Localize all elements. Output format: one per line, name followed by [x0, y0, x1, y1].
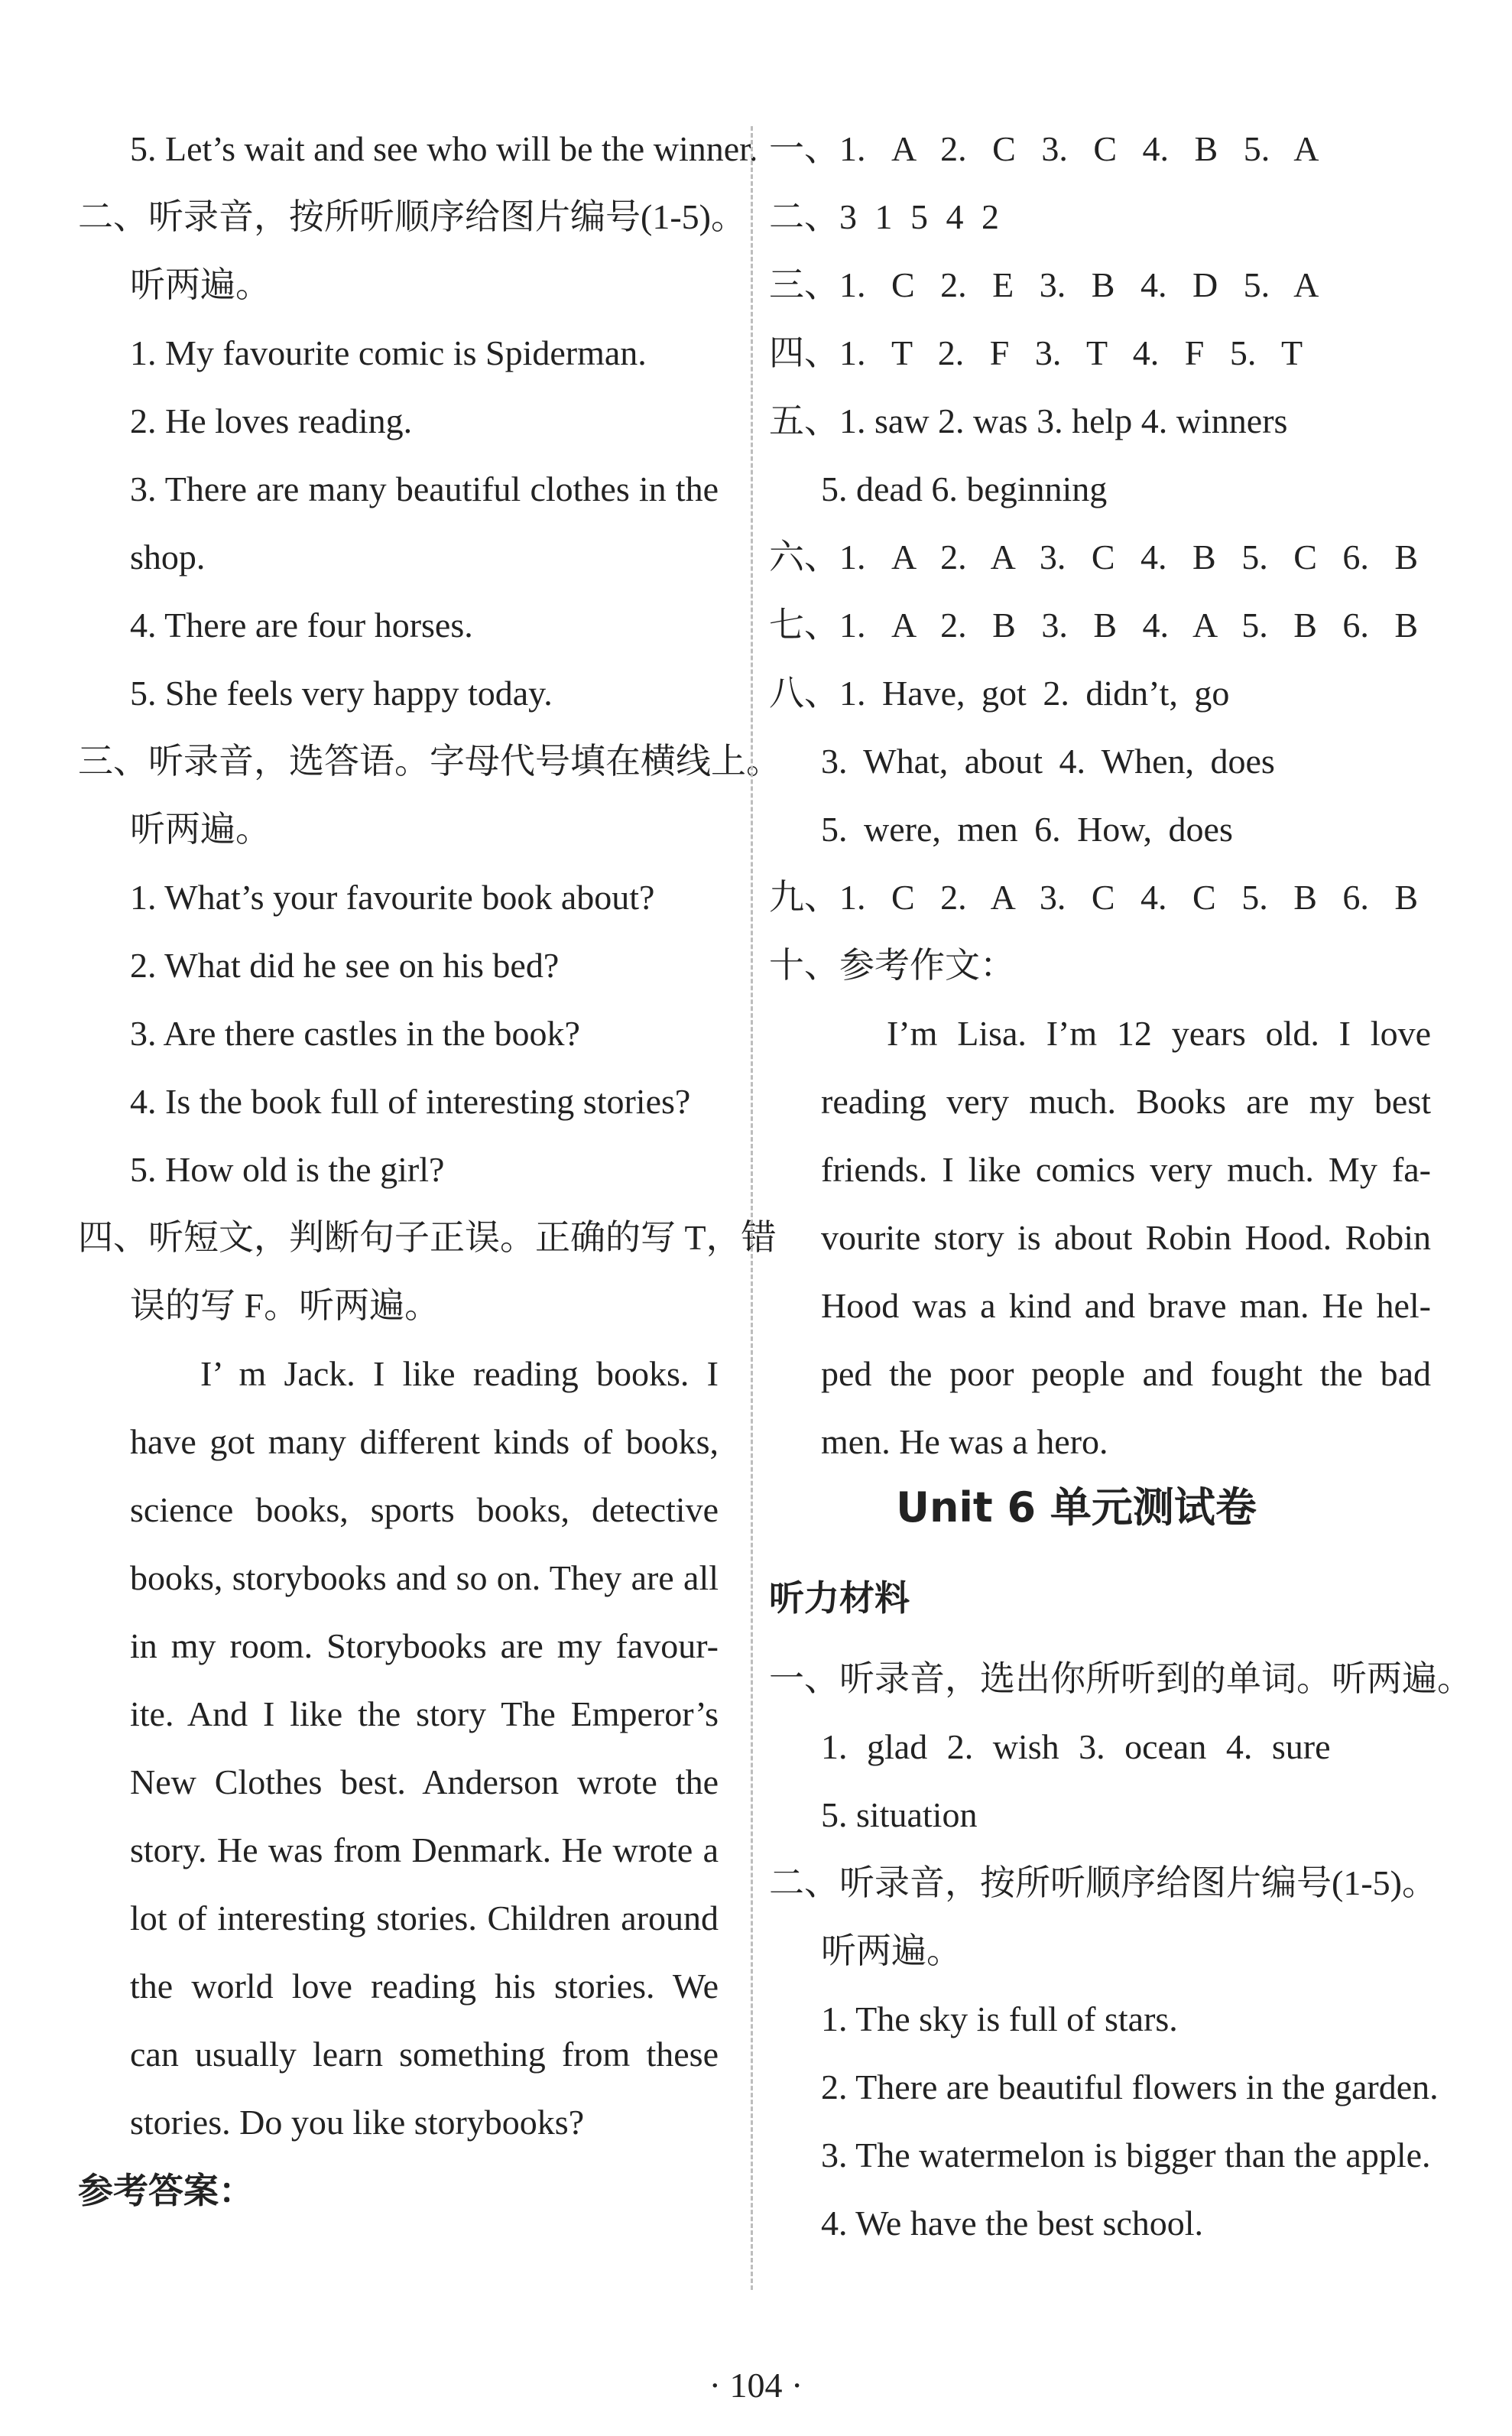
passage-line: New Clothes best. Anderson wrote the: [130, 1762, 719, 1801]
section-note: 听两遍。: [130, 810, 271, 849]
section-note: 误的写 F。听两遍。: [130, 1286, 440, 1325]
list-item: 1. What’s your favourite book about?: [130, 878, 655, 917]
answer-line: 三、1. C 2. E 3. B 4. D 5. A: [769, 265, 1319, 304]
answer-line: 六、1. A 2. A 3. C 4. B 5. C 6. B: [769, 538, 1419, 577]
unit-title: Unit 6 单元测试卷: [896, 1483, 1257, 1531]
essay-line: I’m Lisa. I’m 12 years old. I love: [887, 1014, 1431, 1053]
essay-line: Hood was a kind and brave man. He hel-: [821, 1286, 1431, 1325]
passage-line: science books, sports books, detective: [130, 1490, 719, 1529]
list-item: 1. My favourite comic is Spiderman.: [130, 333, 647, 372]
answer-line: 十、参考作文：: [769, 946, 1015, 985]
section-heading: 三、听录音，选答语。字母代号填在横线上。: [78, 742, 781, 781]
passage-line: in my room. Storybooks are my favour-: [130, 1626, 719, 1665]
section-heading: 二、听录音，按所听顺序给图片编号(1-5)。: [78, 197, 746, 236]
list-item: shop.: [130, 538, 206, 577]
list-item: 3. The watermelon is bigger than the apple.: [821, 2136, 1431, 2175]
list-item: 5. She feels very happy today.: [130, 674, 553, 713]
essay-line: ped the poor people and fought the bad: [821, 1354, 1431, 1393]
list-item: 3. There are many beautiful clothes in the: [130, 469, 719, 508]
essay-line: friends. I like comics very much. My fa-: [821, 1150, 1431, 1189]
passage-line: I’ m Jack. I like reading books. I: [200, 1354, 719, 1393]
essay-line: men. He was a hero.: [821, 1422, 1108, 1461]
answer-line: 九、1. C 2. A 3. C 4. C 5. B 6. B: [769, 878, 1419, 917]
passage-line: lot of interesting stories. Children around: [130, 1898, 719, 1937]
answers-heading: 参考答案：: [78, 2170, 254, 2211]
list-item: 2. He loves reading.: [130, 401, 413, 440]
passage-line: stories. Do you like storybooks?: [130, 2103, 585, 2142]
list-item: 4. Is the book full of interesting stories?: [130, 1082, 691, 1121]
section-note: 听两遍。: [821, 1931, 962, 1970]
passage-line: can usually learn something from these: [130, 2035, 719, 2074]
section-heading: 一、听录音，选出你所听到的单词。听两遍。: [769, 1659, 1472, 1698]
passage-line: have got many different kinds of books,: [130, 1422, 719, 1461]
answer-line: 五、1. saw 2. was 3. help 4. winners: [769, 401, 1288, 440]
list-item: 1. glad 2. wish 3. ocean 4. sure: [821, 1727, 1331, 1766]
answer-line: 5. were, men 6. How, does: [821, 810, 1233, 849]
answer-line: 一、1. A 2. C 3. C 4. B 5. A: [769, 129, 1319, 168]
list-item: 5. How old is the girl?: [130, 1150, 445, 1189]
list-item: 3. Are there castles in the book?: [130, 1014, 580, 1053]
answer-line: 七、1. A 2. B 3. B 4. A 5. B 6. B: [769, 606, 1419, 645]
essay-line: reading very much. Books are my best: [821, 1082, 1431, 1121]
section-heading: 四、听短文，判断句子正误。正确的写 T，错: [78, 1218, 777, 1257]
essay-line: vourite story is about Robin Hood. Robin: [821, 1218, 1431, 1257]
section-heading: 二、听录音，按所听顺序给图片编号(1-5)。: [769, 1863, 1437, 1902]
text-line: 5. Let’s wait and see who will be the winner.: [130, 129, 758, 168]
page-number: · 104 ·: [709, 2366, 803, 2405]
list-item: 4. We have the best school.: [821, 2204, 1204, 2243]
passage-line: books, storybooks and so on. They are all: [130, 1558, 719, 1597]
answer-line: 八、1. Have, got 2. didn’t, go: [769, 674, 1230, 713]
answer-line: 5. dead 6. beginning: [821, 469, 1108, 508]
list-item: 2. There are beautiful flowers in the garden.: [821, 2067, 1439, 2106]
passage-line: story. He was from Denmark. He wrote a: [130, 1830, 719, 1869]
section-note: 听两遍。: [130, 265, 271, 304]
list-item: 5. situation: [821, 1795, 978, 1834]
column-divider: [751, 126, 753, 2290]
passage-line: ite. And I like the story The Emperor’s: [130, 1694, 719, 1733]
list-item: 4. There are four horses.: [130, 606, 473, 645]
listening-heading: 听力材料: [769, 1577, 910, 1619]
list-item: 1. The sky is full of stars.: [821, 1999, 1178, 2038]
answer-line: 二、3 1 5 4 2: [769, 197, 999, 236]
answer-line: 3. What, about 4. When, does: [821, 742, 1275, 781]
list-item: 2. What did he see on his bed?: [130, 946, 560, 985]
answer-line: 四、1. T 2. F 3. T 4. F 5. T: [769, 333, 1303, 372]
passage-line: the world love reading his stories. We: [130, 1967, 719, 2006]
